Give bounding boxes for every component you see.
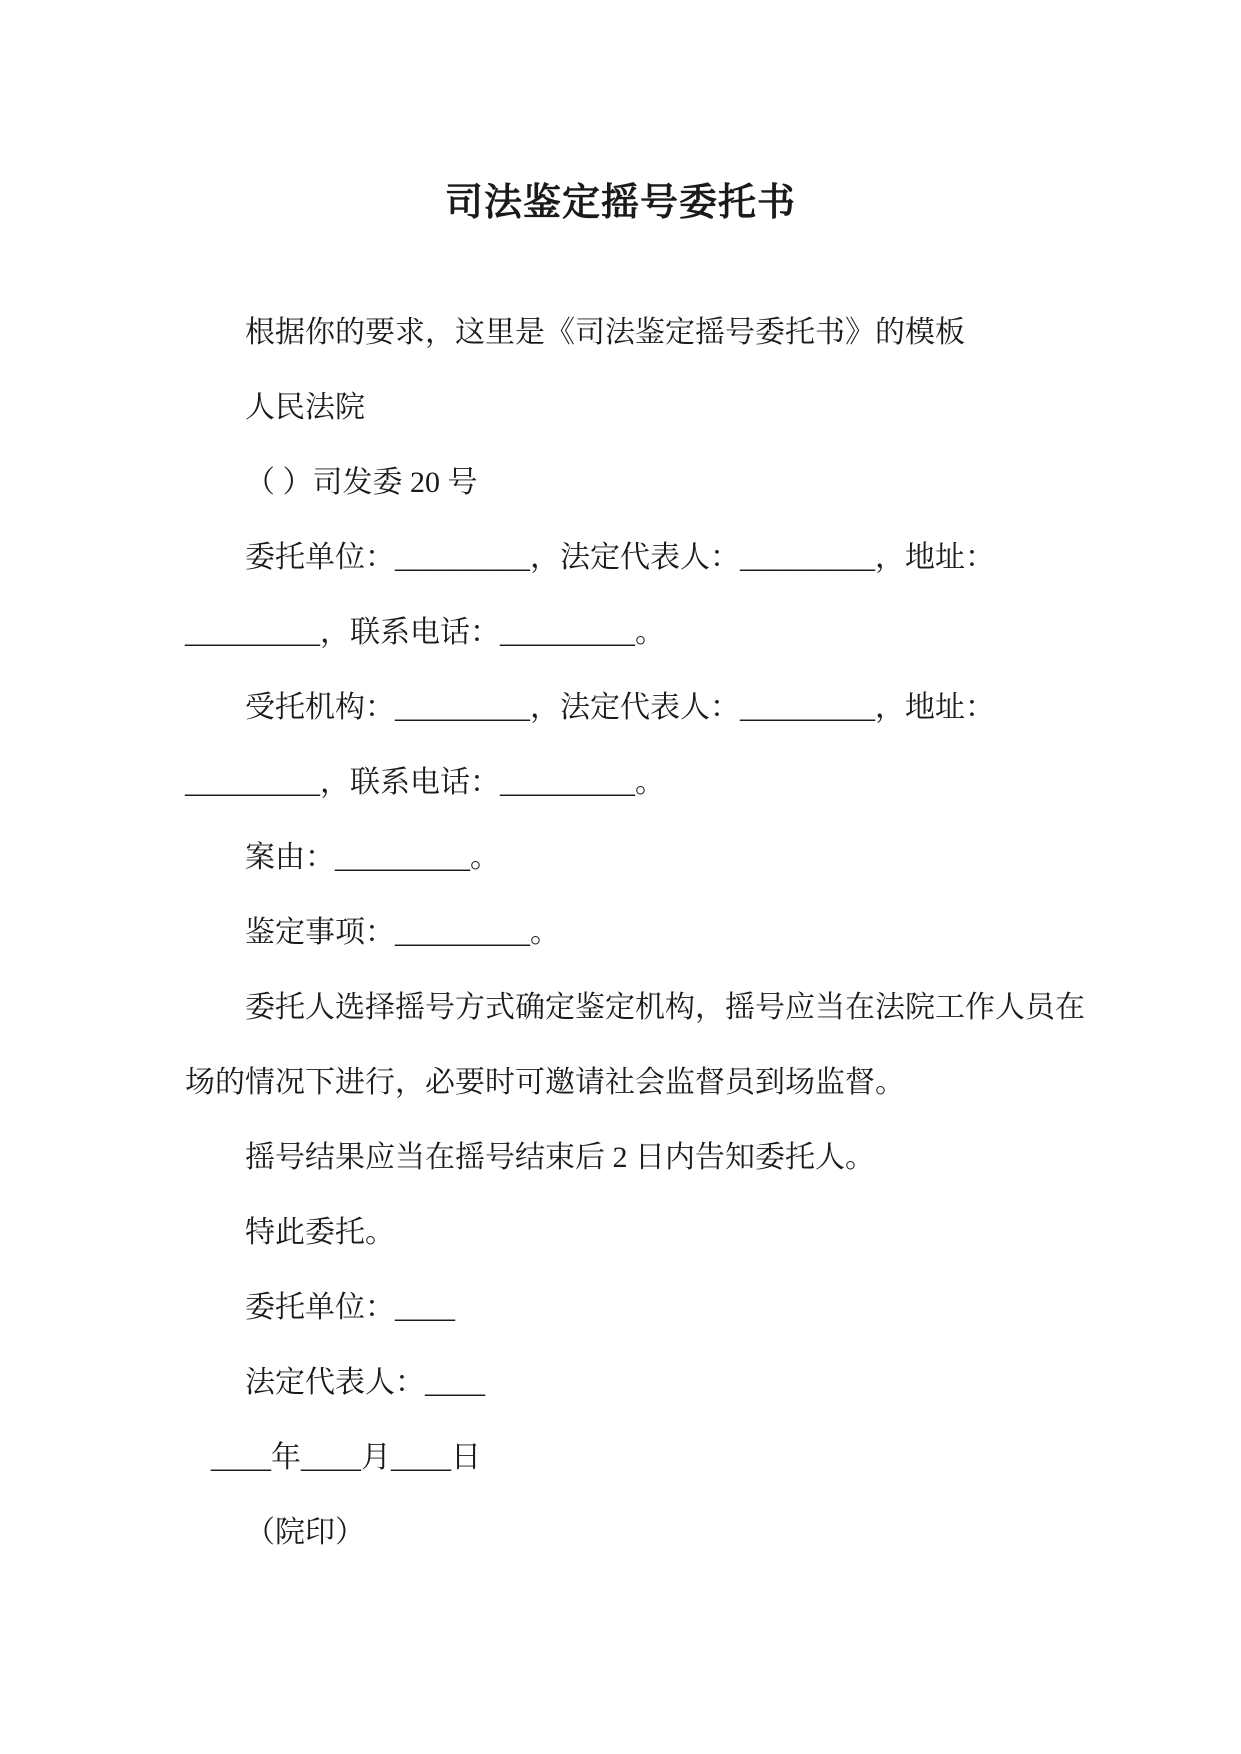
- paragraph-cause-of-action: 案由：_________。: [245, 841, 500, 874]
- document-title: 司法鉴定摇号委托书: [444, 182, 796, 224]
- paragraph-entrusting-unit-line1: 委托单位：_________，法定代表人：_________，地址：: [245, 541, 995, 574]
- paragraph-lottery-method-line2: 场的情况下进行，必要时可邀请社会监督员到场监督。: [185, 1066, 905, 1099]
- signature-legal-representative: 法定代表人：____: [245, 1366, 485, 1399]
- paragraph-entrusted-org-line2: _________，联系电话：_________。: [185, 766, 665, 799]
- paragraph-lottery-method-line1: 委托人选择摇号方式确定鉴定机构，摇号应当在法院工作人员在: [245, 991, 1085, 1024]
- document-body: [185, 295, 1091, 1570]
- paragraph-court-name: 人民法院: [245, 391, 365, 424]
- paragraph-intro: 根据你的要求，这里是《司法鉴定摇号委托书》的模板: [245, 316, 965, 349]
- signature-date: ____年____月____日: [211, 1441, 481, 1474]
- paragraph-entrusting-unit-line2: _________，联系电话：_________。: [185, 616, 665, 649]
- signature-court-seal: （院印）: [245, 1516, 365, 1549]
- paragraph-document-number: （ ）司发委 20 号: [245, 466, 478, 499]
- paragraph-appraisal-matters: 鉴定事项：_________。: [245, 916, 560, 949]
- signature-entrusting-unit: 委托单位：____: [245, 1291, 455, 1324]
- paragraph-lottery-result: 摇号结果应当在摇号结束后 2 日内告知委托人。: [245, 1141, 875, 1174]
- paragraph-hereby-entrust: 特此委托。: [245, 1216, 395, 1249]
- paragraph-entrusted-org-line1: 受托机构：_________，法定代表人：_________，地址：: [245, 691, 995, 724]
